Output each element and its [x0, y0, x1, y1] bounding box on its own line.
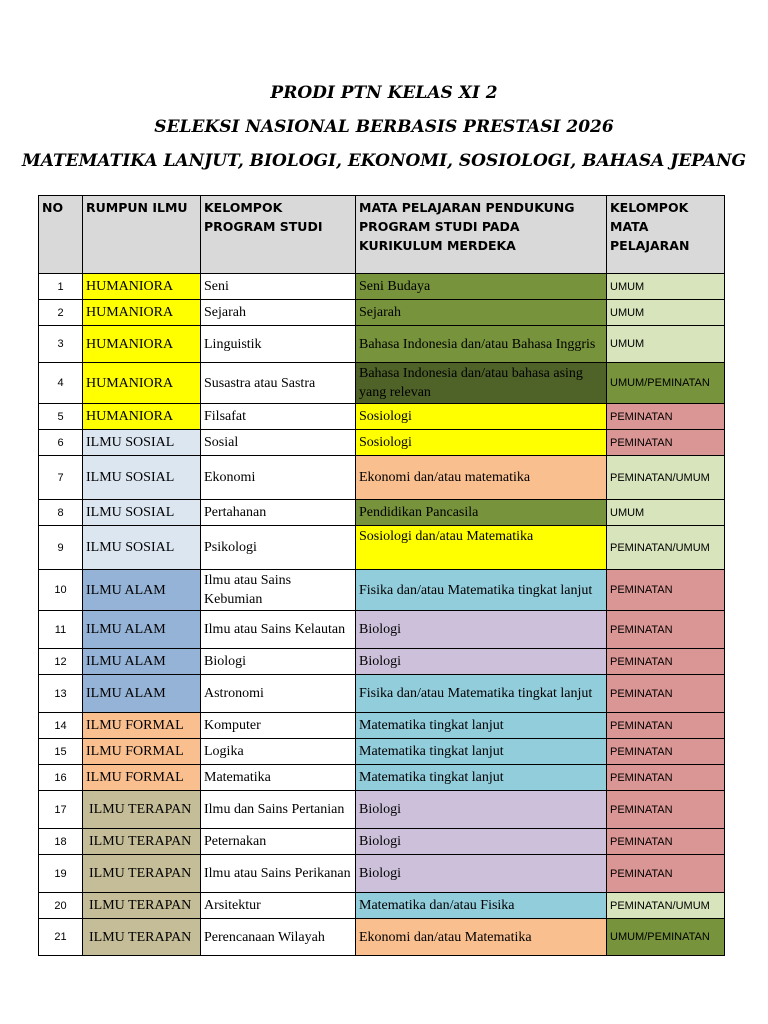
cell-rumpun: ILMU ALAM [83, 675, 201, 713]
title-line-1: PRODI PTN KELAS XI 2 [270, 83, 498, 103]
cell-mapel: Biologi [356, 611, 607, 649]
cell-rumpun: HUMANIORA [83, 274, 201, 300]
cell-mapel: Matematika tingkat lanjut [356, 739, 607, 765]
cell-no: 8 [39, 500, 83, 526]
title-line-2: SELEKSI NASIONAL BERBASIS PRESTASI 2026 [154, 117, 614, 137]
cell-no: 9 [39, 526, 83, 570]
cell-rumpun: ILMU SOSIAL [83, 500, 201, 526]
cell-kelompok: Ilmu dan Sains Pertanian [201, 791, 356, 829]
cell-rumpun: ILMU FORMAL [83, 765, 201, 791]
cell-mapel: Biologi [356, 791, 607, 829]
cell-kelompok-mapel: PEMINATAN [607, 570, 725, 611]
cell-kelompok: Pertahanan [201, 500, 356, 526]
cell-rumpun: ILMU TERAPAN [83, 791, 201, 829]
table-row [39, 526, 725, 570]
cell-kelompok: Susastra atau Sastra [201, 363, 356, 404]
table-row [39, 274, 725, 300]
table-row [39, 855, 725, 893]
table-row [39, 404, 725, 430]
cell-no: 17 [39, 791, 83, 829]
cell-kelompok-mapel: PEMINATAN [607, 829, 725, 855]
cell-rumpun: HUMANIORA [83, 300, 201, 326]
cell-kelompok-mapel: UMUM [607, 326, 725, 363]
cell-mapel: Bahasa Indonesia dan/atau Bahasa Inggris [356, 326, 607, 363]
table-row [39, 649, 725, 675]
cell-rumpun: ILMU FORMAL [83, 713, 201, 739]
cell-kelompok-mapel: UMUM/PEMINATAN [607, 363, 725, 404]
cell-kelompok: Komputer [201, 713, 356, 739]
cell-no: 7 [39, 456, 83, 500]
cell-mapel: Matematika tingkat lanjut [356, 713, 607, 739]
table-body [39, 274, 725, 956]
cell-kelompok-mapel: PEMINATAN/UMUM [607, 456, 725, 500]
table-row [39, 791, 725, 829]
cell-rumpun: ILMU SOSIAL [83, 430, 201, 456]
cell-mapel: Seni Budaya [356, 274, 607, 300]
cell-no: 14 [39, 713, 83, 739]
table-row [39, 363, 725, 404]
cell-kelompok-mapel: UMUM [607, 274, 725, 300]
title-line-3: MATEMATIKA LANJUT, BIOLOGI, EKONOMI, SOSIOLOGI, BAHASA JEPANG [21, 151, 747, 171]
cell-kelompok: Ilmu atau Sains Perikanan [201, 855, 356, 893]
cell-kelompok: Sosial [201, 430, 356, 456]
table-row [39, 765, 725, 791]
cell-mapel: Fisika dan/atau Matematika tingkat lanjut [356, 675, 607, 713]
table-row [39, 430, 725, 456]
table-row [39, 919, 725, 956]
cell-mapel: Ekonomi dan/atau matematika [356, 456, 607, 500]
cell-no: 16 [39, 765, 83, 791]
header-mapel: MATA PELAJARAN PENDUKUNG PROGRAM STUDI PADA KURIKULUM MERDEKA [356, 196, 607, 274]
cell-rumpun: HUMANIORA [83, 326, 201, 363]
cell-kelompok: Ilmu atau Sains Kebumian [201, 570, 356, 611]
cell-no: 3 [39, 326, 83, 363]
cell-kelompok-mapel: PEMINATAN [607, 765, 725, 791]
cell-mapel: Matematika dan/atau Fisika [356, 893, 607, 919]
header-kelompok: KELOMPOK PROGRAM STUDI [201, 196, 356, 274]
cell-rumpun: ILMU FORMAL [83, 739, 201, 765]
cell-mapel: Sosiologi [356, 430, 607, 456]
cell-mapel: Matematika tingkat lanjut [356, 765, 607, 791]
cell-rumpun: HUMANIORA [83, 363, 201, 404]
cell-mapel: Fisika dan/atau Matematika tingkat lanjut [356, 570, 607, 611]
cell-no: 12 [39, 649, 83, 675]
table-row [39, 739, 725, 765]
cell-rumpun: ILMU SOSIAL [83, 526, 201, 570]
cell-kelompok-mapel: PEMINATAN [607, 713, 725, 739]
cell-no: 10 [39, 570, 83, 611]
cell-kelompok: Peternakan [201, 829, 356, 855]
cell-mapel: Bahasa Indonesia dan/atau bahasa asing yang relevan [356, 363, 607, 404]
cell-rumpun: ILMU ALAM [83, 649, 201, 675]
table-row [39, 675, 725, 713]
cell-rumpun: ILMU TERAPAN [83, 919, 201, 956]
table-row [39, 611, 725, 649]
cell-kelompok-mapel: PEMINATAN [607, 404, 725, 430]
table-row [39, 713, 725, 739]
cell-no: 19 [39, 855, 83, 893]
cell-mapel: Sosiologi [356, 404, 607, 430]
cell-no: 1 [39, 274, 83, 300]
document-title [0, 76, 768, 178]
cell-no: 2 [39, 300, 83, 326]
cell-kelompok-mapel: UMUM [607, 300, 725, 326]
header-kelompok-mapel: KELOMPOK MATA PELAJARAN [607, 196, 725, 274]
cell-kelompok-mapel: PEMINATAN [607, 791, 725, 829]
table-row [39, 326, 725, 363]
table-row [39, 829, 725, 855]
cell-no: 13 [39, 675, 83, 713]
header-no: NO [39, 196, 83, 274]
cell-kelompok-mapel: UMUM [607, 500, 725, 526]
cell-rumpun: HUMANIORA [83, 404, 201, 430]
cell-kelompok: Ilmu atau Sains Kelautan [201, 611, 356, 649]
cell-mapel: Biologi [356, 829, 607, 855]
cell-mapel: Pendidikan Pancasila [356, 500, 607, 526]
cell-kelompok: Sejarah [201, 300, 356, 326]
table-row [39, 456, 725, 500]
cell-no: 15 [39, 739, 83, 765]
cell-no: 6 [39, 430, 83, 456]
cell-kelompok: Seni [201, 274, 356, 300]
cell-rumpun: ILMU TERAPAN [83, 855, 201, 893]
cell-kelompok: Arsitektur [201, 893, 356, 919]
cell-rumpun: ILMU ALAM [83, 611, 201, 649]
cell-no: 18 [39, 829, 83, 855]
prodi-table [38, 195, 725, 956]
table-row [39, 300, 725, 326]
cell-no: 4 [39, 363, 83, 404]
cell-kelompok: Ekonomi [201, 456, 356, 500]
cell-rumpun: ILMU ALAM [83, 570, 201, 611]
cell-no: 21 [39, 919, 83, 956]
cell-kelompok: Matematika [201, 765, 356, 791]
cell-kelompok-mapel: UMUM/PEMINATAN [607, 919, 725, 956]
cell-kelompok: Biologi [201, 649, 356, 675]
cell-kelompok: Filsafat [201, 404, 356, 430]
cell-rumpun: ILMU TERAPAN [83, 893, 201, 919]
cell-kelompok-mapel: PEMINATAN/UMUM [607, 526, 725, 570]
cell-kelompok: Logika [201, 739, 356, 765]
cell-mapel: Ekonomi dan/atau Matematika [356, 919, 607, 956]
cell-kelompok: Perencanaan Wilayah [201, 919, 356, 956]
table-row [39, 893, 725, 919]
cell-no: 11 [39, 611, 83, 649]
cell-kelompok: Astronomi [201, 675, 356, 713]
header-rumpun: RUMPUN ILMU [83, 196, 201, 274]
cell-kelompok-mapel: PEMINATAN [607, 430, 725, 456]
cell-kelompok-mapel: PEMINATAN [607, 675, 725, 713]
cell-kelompok-mapel: PEMINATAN [607, 855, 725, 893]
cell-kelompok: Psikologi [201, 526, 356, 570]
cell-mapel: Sosiologi dan/atau Matematika [356, 526, 607, 570]
cell-kelompok-mapel: PEMINATAN [607, 611, 725, 649]
table-row [39, 500, 725, 526]
cell-kelompok-mapel: PEMINATAN [607, 649, 725, 675]
cell-mapel: Biologi [356, 855, 607, 893]
cell-rumpun: ILMU SOSIAL [83, 456, 201, 500]
table-header-row [39, 196, 725, 274]
cell-kelompok: Linguistik [201, 326, 356, 363]
cell-no: 5 [39, 404, 83, 430]
table-row [39, 570, 725, 611]
cell-kelompok-mapel: PEMINATAN/UMUM [607, 893, 725, 919]
cell-mapel: Biologi [356, 649, 607, 675]
cell-no: 20 [39, 893, 83, 919]
cell-kelompok-mapel: PEMINATAN [607, 739, 725, 765]
cell-mapel: Sejarah [356, 300, 607, 326]
cell-rumpun: ILMU TERAPAN [83, 829, 201, 855]
